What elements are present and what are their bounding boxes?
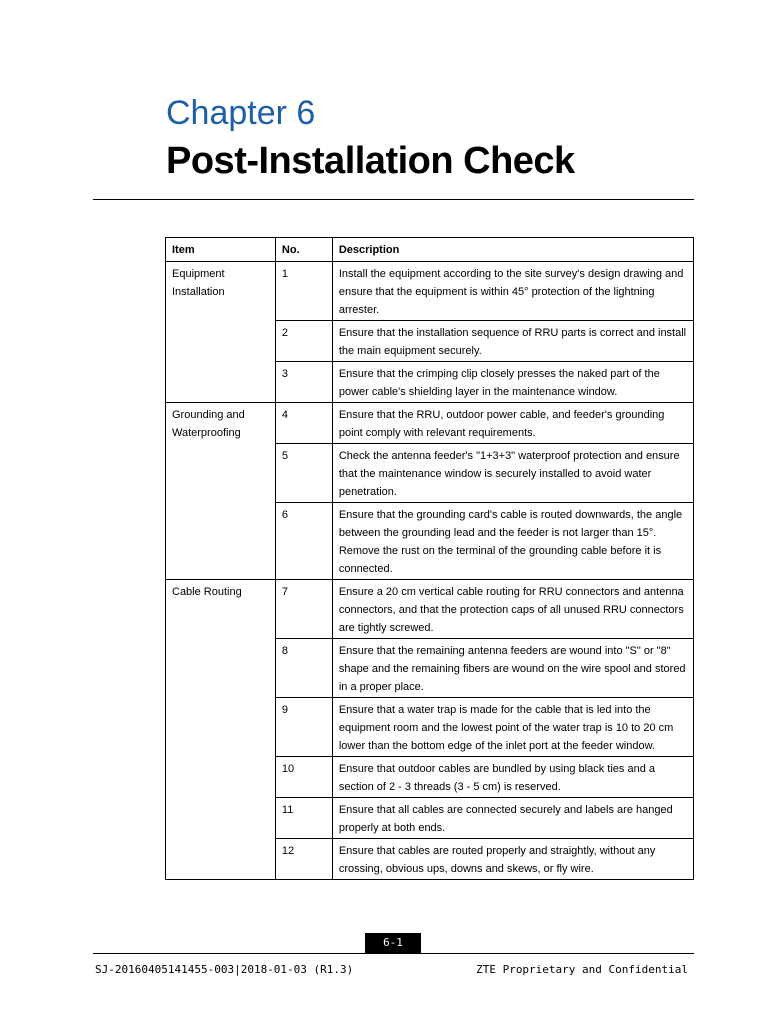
item-description: Ensure a 20 cm vertical cable routing for RRU connectors and antenna connectors, and that the protection caps of all unused RRU connectors are tightly screwed. [332, 580, 693, 639]
table-row [166, 262, 694, 321]
item-number: 10 [275, 757, 332, 798]
item-number: 2 [275, 321, 332, 362]
item-number: 4 [275, 403, 332, 444]
item-number: 8 [275, 639, 332, 698]
item-description: Ensure that the RRU, outdoor power cable, and feeder's grounding point comply with relevant requirements. [332, 403, 693, 444]
post-installation-check-table [165, 237, 694, 880]
table-header-row [166, 238, 694, 262]
item-description: Ensure that the crimping clip closely presses the naked part of the power cable's shielding layer in the maintenance window. [332, 362, 693, 403]
item-description: Ensure that outdoor cables are bundled by using black ties and a section of 2 - 3 threads (3 - 5 cm) is reserved. [332, 757, 693, 798]
item-description: Install the equipment according to the site survey's design drawing and ensure that the equipment is within 45° protection of the lightning arrester. [332, 262, 693, 321]
chapter-title: Post-Installation Check [166, 140, 575, 182]
footer-divider [93, 953, 694, 954]
chapter-label: Chapter 6 [166, 94, 316, 132]
item-description: Ensure that the grounding card's cable is routed downwards, the angle between the grounding lead and the feeder is not larger than 15°. Remove the rust on the terminal of the grounding cable before it is connected. [332, 503, 693, 580]
item-category: Equipment Installation [166, 262, 276, 403]
header-description: Description [332, 238, 693, 262]
table-row [166, 580, 694, 639]
item-number: 11 [275, 798, 332, 839]
item-number: 3 [275, 362, 332, 403]
title-divider [93, 199, 694, 200]
item-description: Ensure that the installation sequence of RRU parts is correct and install the main equipment securely. [332, 321, 693, 362]
item-description: Ensure that a water trap is made for the cable that is led into the equipment room and the lowest point of the water trap is 10 to 20 cm lower than the bottom edge of the inlet port at the feeder window. [332, 698, 693, 757]
item-number: 12 [275, 839, 332, 880]
item-description: Ensure that cables are routed properly and straightly, without any crossing, obvious ups, downs and skews, or fly wire. [332, 839, 693, 880]
item-description: Ensure that the remaining antenna feeders are wound into "S" or "8" shape and the remaining fibers are wound on the wire spool and stored in a proper place. [332, 639, 693, 698]
footer-doc-id: SJ-20160405141455-003|2018-01-03 (R1.3) [95, 963, 354, 976]
item-number: 1 [275, 262, 332, 321]
item-description: Check the antenna feeder's "1+3+3" waterproof protection and ensure that the maintenance window is securely installed to avoid water penetration. [332, 444, 693, 503]
item-number: 7 [275, 580, 332, 639]
item-number: 9 [275, 698, 332, 757]
table-row [166, 403, 694, 444]
header-item: Item [166, 238, 276, 262]
header-no: No. [275, 238, 332, 262]
page-number: 6-1 [365, 933, 421, 953]
item-number: 6 [275, 503, 332, 580]
item-category: Grounding and Waterproofing [166, 403, 276, 580]
item-category: Cable Routing [166, 580, 276, 880]
footer-confidentiality: ZTE Proprietary and Confidential [476, 963, 688, 976]
item-description: Ensure that all cables are connected securely and labels are hanged properly at both ends. [332, 798, 693, 839]
item-number: 5 [275, 444, 332, 503]
